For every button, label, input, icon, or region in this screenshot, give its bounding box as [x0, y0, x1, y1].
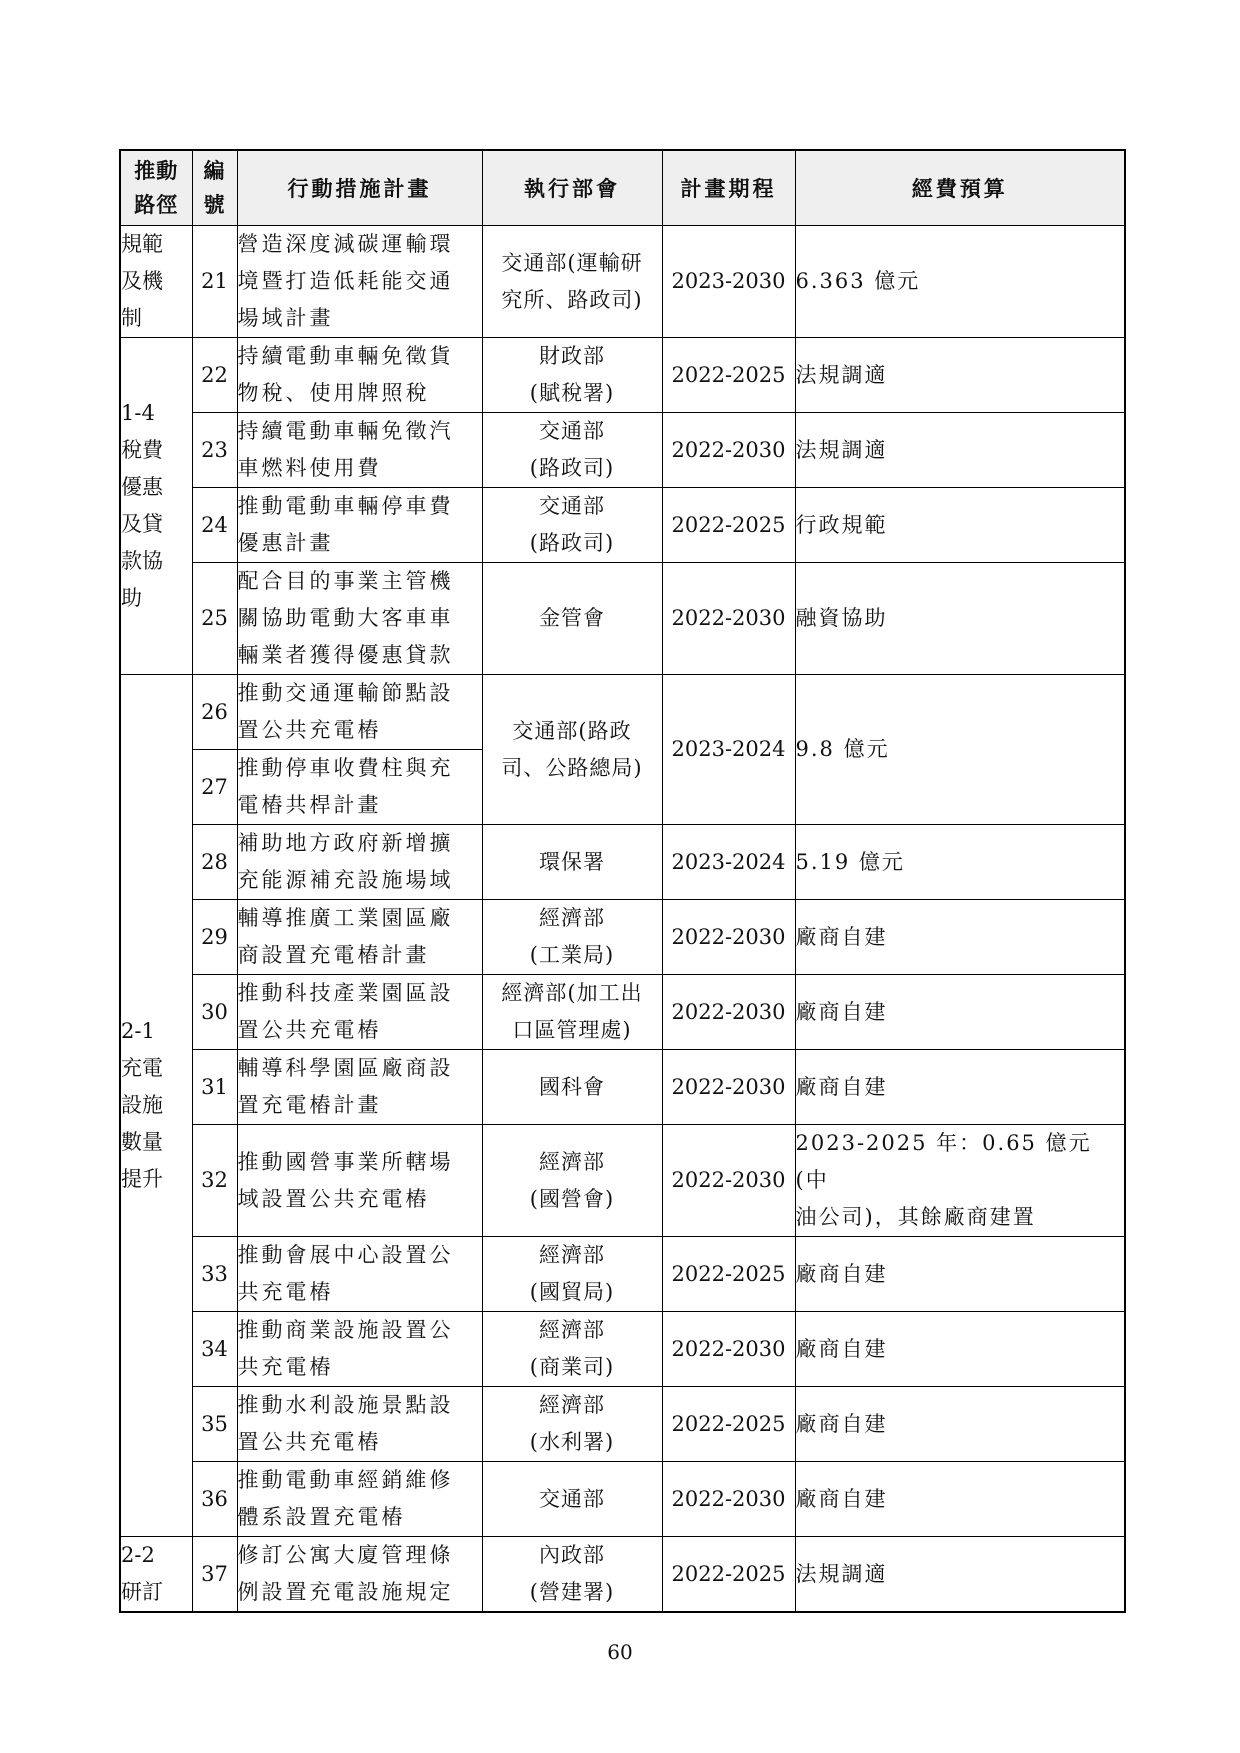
agency-cell: 經濟部(加工出 口區管理處) [482, 975, 662, 1050]
budget-cell: 廠商自建 [795, 975, 1125, 1050]
agency-cell: 財政部 (賦稅署) [482, 338, 662, 413]
period-cell: 2022-2030 [662, 1050, 795, 1125]
period-cell: 2022-2025 [662, 1537, 795, 1613]
number-cell: 24 [192, 488, 237, 563]
budget-cell: 6.363 億元 [795, 226, 1125, 338]
period-cell: 2022-2025 [662, 338, 795, 413]
table-row [120, 675, 1125, 750]
period-cell: 2022-2030 [662, 1125, 795, 1237]
action-cell: 輔導科學園區廠商設 置充電樁計畫 [237, 1050, 482, 1125]
number-cell: 27 [192, 750, 237, 825]
action-cell: 營造深度減碳運輸環 境暨打造低耗能交通 場域計畫 [237, 226, 482, 338]
header-action: 行動措施計畫 [237, 150, 482, 226]
agency-cell: 國科會 [482, 1050, 662, 1125]
budget-cell: 5.19 億元 [795, 825, 1125, 900]
period-cell: 2022-2030 [662, 1312, 795, 1387]
budget-cell: 2023-2025 年：0.65 億元(中 油公司)，其餘廠商建置 [795, 1125, 1125, 1237]
header-period: 計畫期程 [662, 150, 795, 226]
table-row [120, 1387, 1125, 1462]
agency-cell: 交通部 (路政司) [482, 488, 662, 563]
number-cell: 34 [192, 1312, 237, 1387]
budget-cell: 廠商自建 [795, 900, 1125, 975]
agency-cell: 經濟部 (水利署) [482, 1387, 662, 1462]
period-cell: 2022-2030 [662, 563, 795, 675]
action-cell: 推動電動車輛停車費 優惠計畫 [237, 488, 482, 563]
action-cell: 推動電動車經銷維修 體系設置充電樁 [237, 1462, 482, 1537]
agency-cell: 金管會 [482, 563, 662, 675]
agency-cell: 經濟部 (國營會) [482, 1125, 662, 1237]
number-cell: 35 [192, 1387, 237, 1462]
number-cell: 29 [192, 900, 237, 975]
page-number: 60 [607, 1640, 633, 1664]
agency-cell: 交通部 [482, 1462, 662, 1537]
header-number-text: 編 號 [203, 158, 226, 217]
budget-cell: 廠商自建 [795, 1237, 1125, 1312]
action-cell: 配合目的事業主管機 關協助電動大客車車 輛業者獲得優惠貸款 [237, 563, 482, 675]
budget-cell: 融資協助 [795, 563, 1125, 675]
table-row [120, 338, 1125, 413]
period-cell: 2023-2024 [662, 825, 795, 900]
agency-cell: 內政部 (營建署) [482, 1537, 662, 1613]
pathway-cell: 規範 及機 制 [120, 226, 192, 338]
table-row [120, 563, 1125, 675]
action-cell: 推動停車收費柱與充 電樁共桿計畫 [237, 750, 482, 825]
table-row [120, 1050, 1125, 1125]
action-cell: 推動水利設施景點設 置公共充電樁 [237, 1387, 482, 1462]
number-cell: 31 [192, 1050, 237, 1125]
agency-cell: 交通部(路政 司、公路總局) [482, 675, 662, 825]
table-row [120, 900, 1125, 975]
period-cell: 2023-2024 [662, 675, 795, 825]
header-number [192, 150, 237, 226]
number-cell: 26 [192, 675, 237, 750]
action-cell: 持續電動車輛免徵汽 車燃料使用費 [237, 413, 482, 488]
number-cell: 21 [192, 226, 237, 338]
table-row [120, 825, 1125, 900]
table-row [120, 488, 1125, 563]
period-cell: 2022-2030 [662, 975, 795, 1050]
budget-cell: 廠商自建 [795, 1312, 1125, 1387]
number-cell: 37 [192, 1537, 237, 1613]
budget-cell: 行政規範 [795, 488, 1125, 563]
action-cell: 補助地方政府新增擴 充能源補充設施場域 [237, 825, 482, 900]
agency-cell: 環保署 [482, 825, 662, 900]
period-cell: 2022-2030 [662, 413, 795, 488]
action-cell: 推動會展中心設置公 共充電樁 [237, 1237, 482, 1312]
agency-cell: 經濟部 (工業局) [482, 900, 662, 975]
budget-cell: 法規調適 [795, 1537, 1125, 1613]
pathway-cell: 2-2 研訂 [120, 1537, 192, 1613]
period-cell: 2022-2025 [662, 1387, 795, 1462]
table-row [120, 1237, 1125, 1312]
action-cell: 推動交通運輸節點設 置公共充電樁 [237, 675, 482, 750]
table-row [120, 1125, 1125, 1237]
budget-cell: 法規調適 [795, 338, 1125, 413]
period-cell: 2022-2025 [662, 1237, 795, 1312]
table-row [120, 975, 1125, 1050]
table-row [120, 1462, 1125, 1537]
measures-table [119, 149, 1126, 1613]
number-cell: 25 [192, 563, 237, 675]
table-header-row [120, 150, 1125, 226]
table-row [120, 1537, 1125, 1613]
action-cell: 修訂公寓大廈管理條 例設置充電設施規定 [237, 1537, 482, 1613]
budget-cell: 廠商自建 [795, 1462, 1125, 1537]
pathway-cell: 1-4 稅費 優惠 及貸 款協 助 [120, 338, 192, 675]
header-path-text: 推動 路徑 [134, 158, 179, 217]
action-cell: 輔導推廣工業園區廠 商設置充電樁計畫 [237, 900, 482, 975]
agency-cell: 交通部 (路政司) [482, 413, 662, 488]
table-row [120, 413, 1125, 488]
period-cell: 2022-2030 [662, 900, 795, 975]
budget-cell: 法規調適 [795, 413, 1125, 488]
action-cell: 持續電動車輛免徵貨 物稅、使用牌照稅 [237, 338, 482, 413]
table-row [120, 226, 1125, 338]
number-cell: 32 [192, 1125, 237, 1237]
number-cell: 36 [192, 1462, 237, 1537]
period-cell: 2022-2025 [662, 488, 795, 563]
action-cell: 推動商業設施設置公 共充電樁 [237, 1312, 482, 1387]
table-body [120, 226, 1125, 1613]
header-agency: 執行部會 [482, 150, 662, 226]
number-cell: 30 [192, 975, 237, 1050]
budget-cell: 廠商自建 [795, 1387, 1125, 1462]
agency-cell: 經濟部 (商業司) [482, 1312, 662, 1387]
action-cell: 推動國營事業所轄場 域設置公共充電樁 [237, 1125, 482, 1237]
number-cell: 22 [192, 338, 237, 413]
period-cell: 2022-2030 [662, 1462, 795, 1537]
header-path [120, 150, 192, 226]
period-cell: 2023-2030 [662, 226, 795, 338]
action-cell: 推動科技產業園區設 置公共充電樁 [237, 975, 482, 1050]
budget-cell: 9.8 億元 [795, 675, 1125, 825]
header-budget: 經費預算 [795, 150, 1125, 226]
budget-cell: 廠商自建 [795, 1050, 1125, 1125]
pathway-cell: 2-1 充電 設施 數量 提升 [120, 675, 192, 1537]
agency-cell: 經濟部 (國貿局) [482, 1237, 662, 1312]
agency-cell: 交通部(運輸研 究所、路政司) [482, 226, 662, 338]
number-cell: 28 [192, 825, 237, 900]
table-row [120, 1312, 1125, 1387]
number-cell: 33 [192, 1237, 237, 1312]
number-cell: 23 [192, 413, 237, 488]
